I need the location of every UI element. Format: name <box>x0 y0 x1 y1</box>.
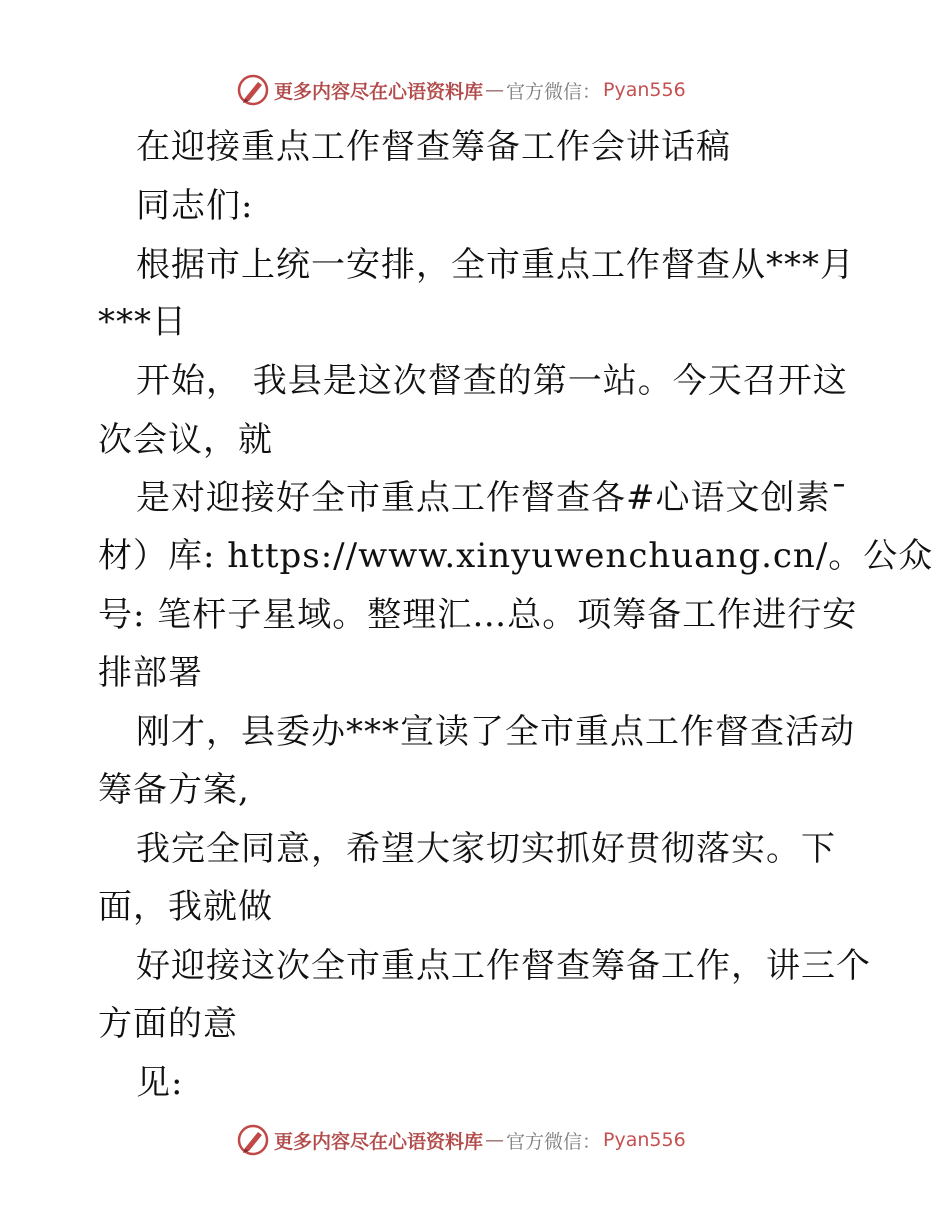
document-title: 在迎接重点工作督查筹备工作会讲话稿 <box>136 127 731 167</box>
text-line: 好迎接这次全市重点工作督查筹备工作，讲三个 <box>136 946 871 986</box>
watermark-brand: 更多内容尽在心语资料库 <box>274 1130 484 1153</box>
text-line: 是对迎接好全市重点工作督查各#心语文创素¯ <box>136 478 849 518</box>
watermark-id: Pyan556 <box>603 79 686 101</box>
text-line: 见: <box>136 1063 184 1103</box>
text-line: 排部署 <box>98 653 203 693</box>
text-line: 刚才，县委办***宣读了全市重点工作督查活动 <box>136 712 855 752</box>
text-line: 开始， 我县是这次督查的第一站。今天召开这 <box>136 361 848 401</box>
text-line: 同志们: <box>136 186 254 226</box>
pen-logo-icon <box>236 73 270 107</box>
watermark-separator: — <box>485 79 505 101</box>
watermark-label: 官方微信： <box>506 80 602 103</box>
text-line: 我完全同意，希望大家切实抓好贯彻落实。下 <box>136 829 836 869</box>
text-line: 方面的意 <box>98 1004 238 1044</box>
header-watermark <box>236 72 686 108</box>
watermark-label: 官方微信： <box>506 1130 602 1153</box>
watermark-brand: 更多内容尽在心语资料库 <box>274 80 484 103</box>
text-line: ***日 <box>98 302 187 342</box>
watermark-separator: — <box>485 1129 505 1151</box>
watermark-id: Pyan556 <box>603 1129 686 1151</box>
text-line: 次会议，就 <box>98 420 273 460</box>
text-line: 材）库: https://www.xinyuwenchuang.cn/。公众 <box>98 536 934 576</box>
text-line: 筹备方案, <box>98 770 250 810</box>
text-line: 面，我就做 <box>98 887 273 927</box>
footer-watermark <box>236 1122 686 1158</box>
text-line: 根据市上统一安排，全市重点工作督查从***月 <box>136 245 855 285</box>
text-line: 号: 笔杆子星域。整理汇…总。项筹备工作进行安 <box>98 595 858 635</box>
pen-logo-icon <box>236 1123 270 1157</box>
